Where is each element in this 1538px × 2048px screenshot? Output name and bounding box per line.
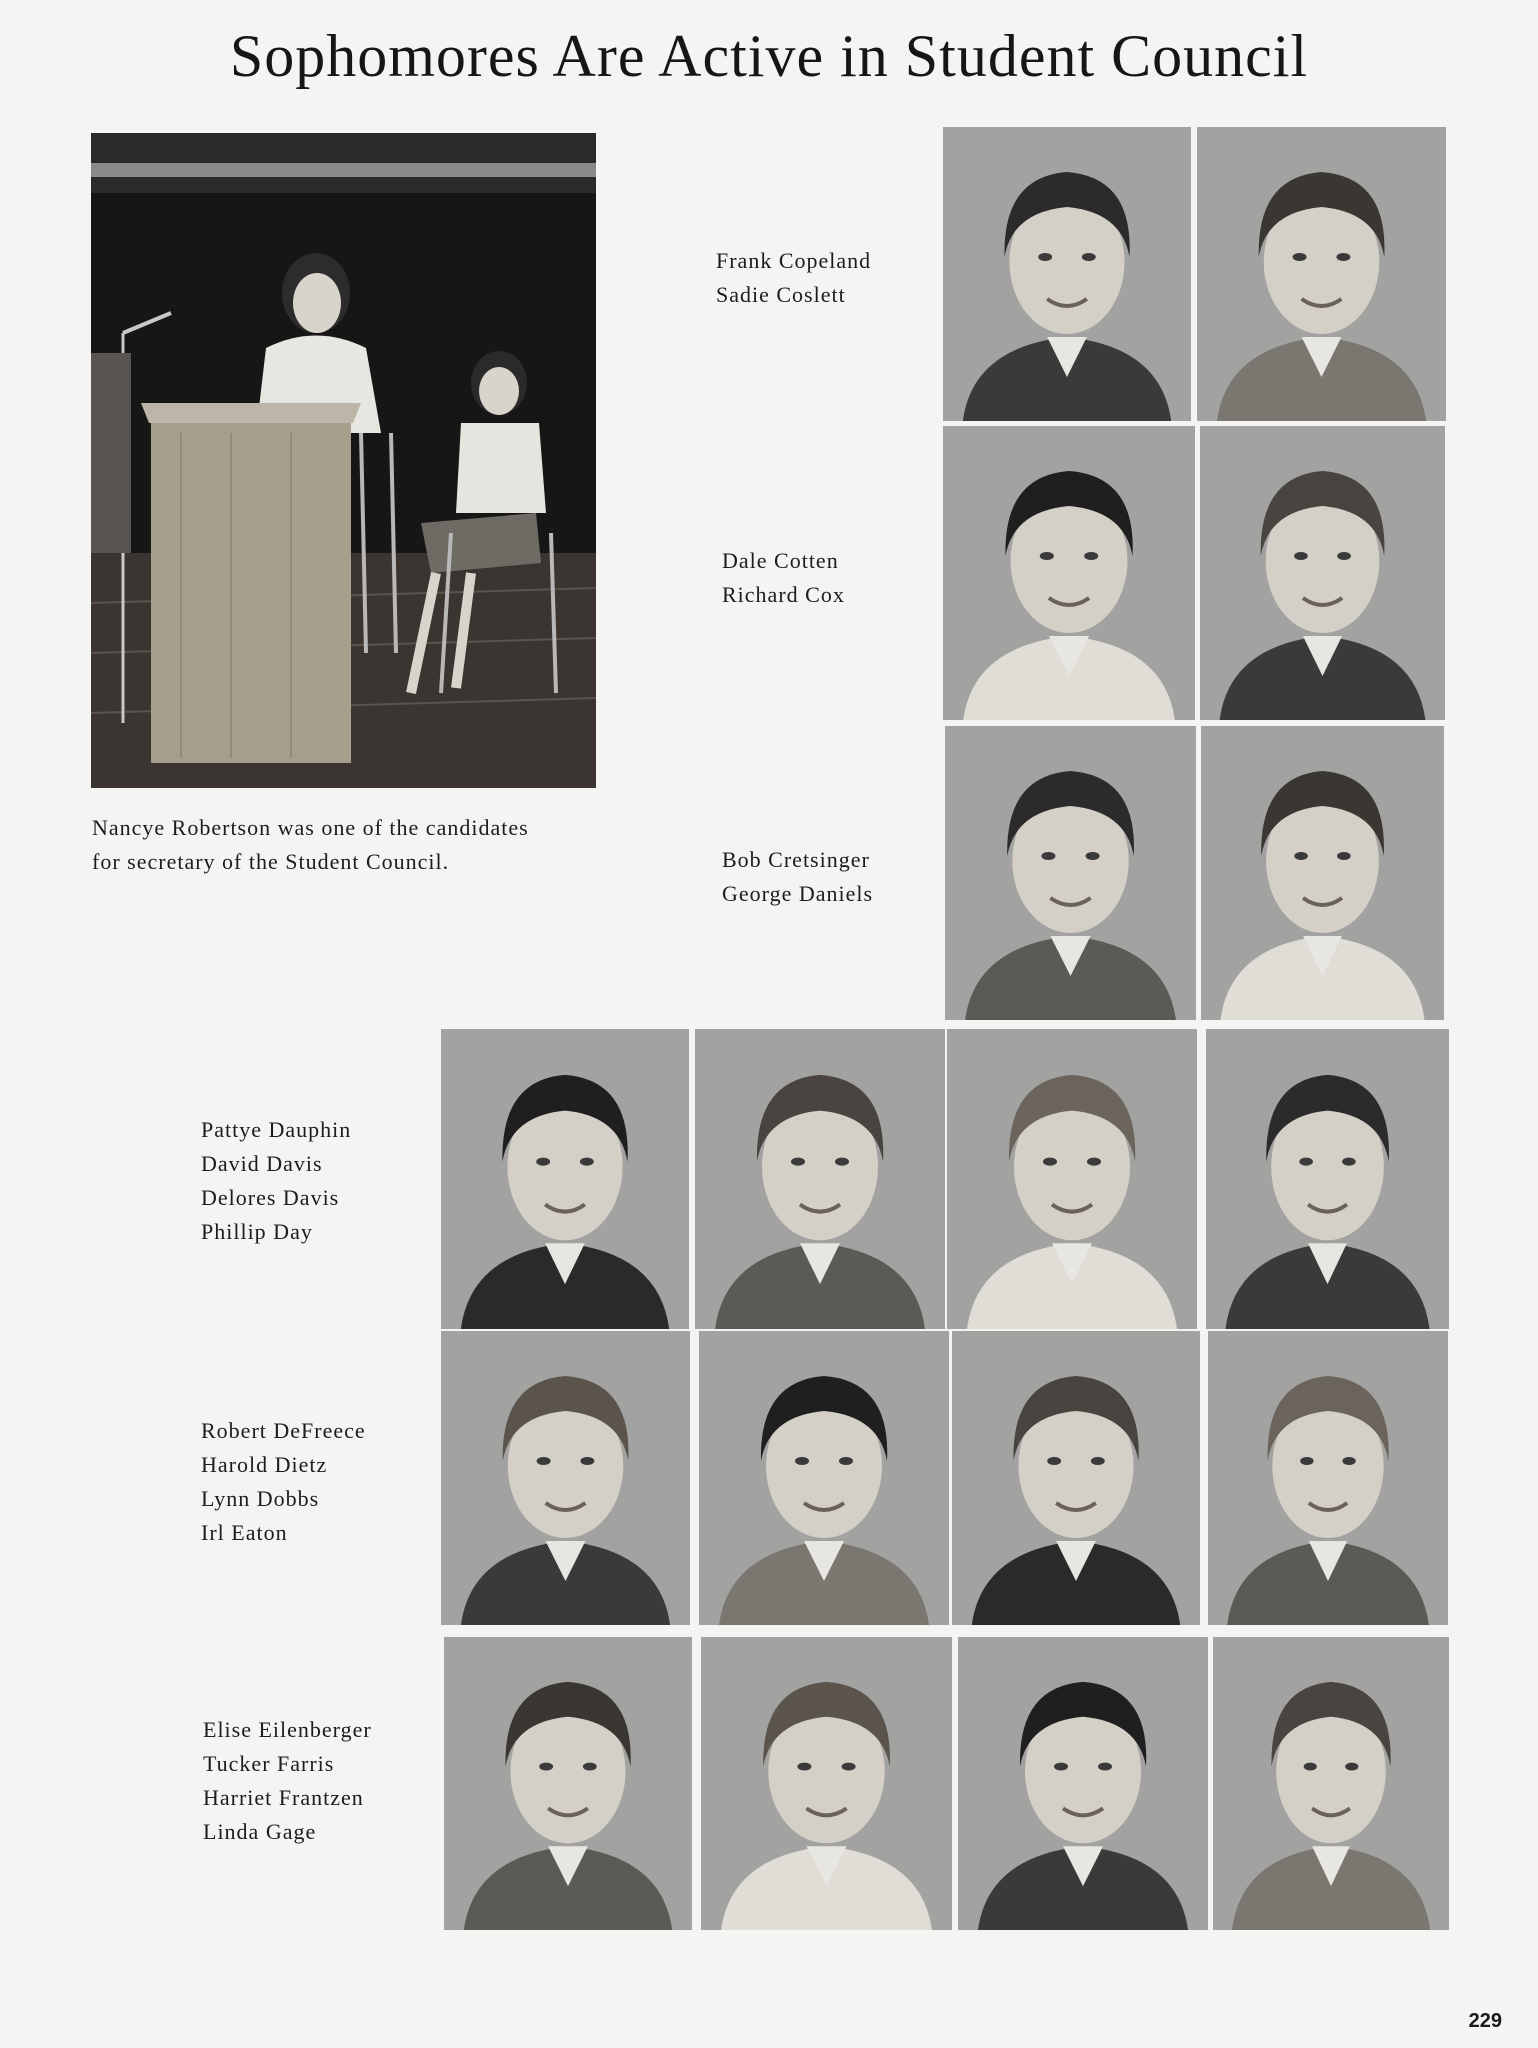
student-portrait	[1200, 426, 1445, 720]
student-portrait	[1197, 127, 1446, 421]
student-portrait	[958, 1637, 1208, 1930]
name-list-row-6	[203, 1713, 372, 1849]
name-list-row-2	[722, 544, 845, 612]
name-list-row-5	[201, 1414, 366, 1550]
name-list-row-4	[201, 1113, 351, 1249]
student-name: Harold Dietz	[201, 1452, 328, 1477]
student-name: Irl Eaton	[201, 1520, 288, 1545]
student-name: Dale Cotten	[722, 548, 839, 573]
student-name: Pattye Dauphin	[201, 1117, 352, 1142]
student-portrait	[695, 1029, 945, 1329]
student-portrait	[1201, 726, 1444, 1020]
student-name: George Daniels	[722, 881, 874, 906]
student-portrait	[444, 1637, 692, 1930]
page-number: 229	[1468, 2010, 1502, 2032]
student-name: Robert DeFreece	[201, 1418, 366, 1443]
student-portrait	[1206, 1029, 1449, 1329]
student-portrait	[441, 1029, 689, 1329]
student-name: Harriet Frantzen	[203, 1785, 364, 1810]
student-portrait	[441, 1331, 690, 1625]
student-name: Richard Cox	[722, 582, 845, 607]
caption-line: for secretary of the Student Council.	[92, 849, 450, 874]
student-portrait	[947, 1029, 1197, 1329]
name-list-row-1	[716, 244, 871, 312]
student-portrait	[699, 1331, 949, 1625]
caption-line: Nancye Robertson was one of the candidates	[92, 815, 529, 840]
student-portrait	[945, 726, 1196, 1020]
student-portrait	[943, 426, 1195, 720]
student-portrait	[1213, 1637, 1449, 1930]
feature-photo-caption	[92, 811, 612, 879]
student-name: Delores Davis	[201, 1185, 340, 1210]
student-name: Lynn Dobbs	[201, 1486, 320, 1511]
page-title: Sophomores Are Active in Student Council	[229, 23, 1309, 89]
student-portrait	[952, 1331, 1200, 1625]
student-name: Linda Gage	[203, 1819, 317, 1844]
student-name: David Davis	[201, 1151, 323, 1176]
student-name: Bob Cretsinger	[722, 847, 870, 872]
student-name: Sadie Coslett	[716, 282, 846, 307]
name-list-row-3	[722, 843, 873, 911]
student-portrait	[943, 127, 1191, 421]
student-name: Elise Eilenberger	[203, 1717, 372, 1742]
feature-photo-stage	[91, 133, 596, 788]
student-portrait	[701, 1637, 952, 1930]
student-name: Frank Copeland	[716, 248, 872, 273]
student-name: Phillip Day	[201, 1219, 313, 1244]
student-portrait	[1208, 1331, 1448, 1625]
student-name: Tucker Farris	[203, 1751, 335, 1776]
